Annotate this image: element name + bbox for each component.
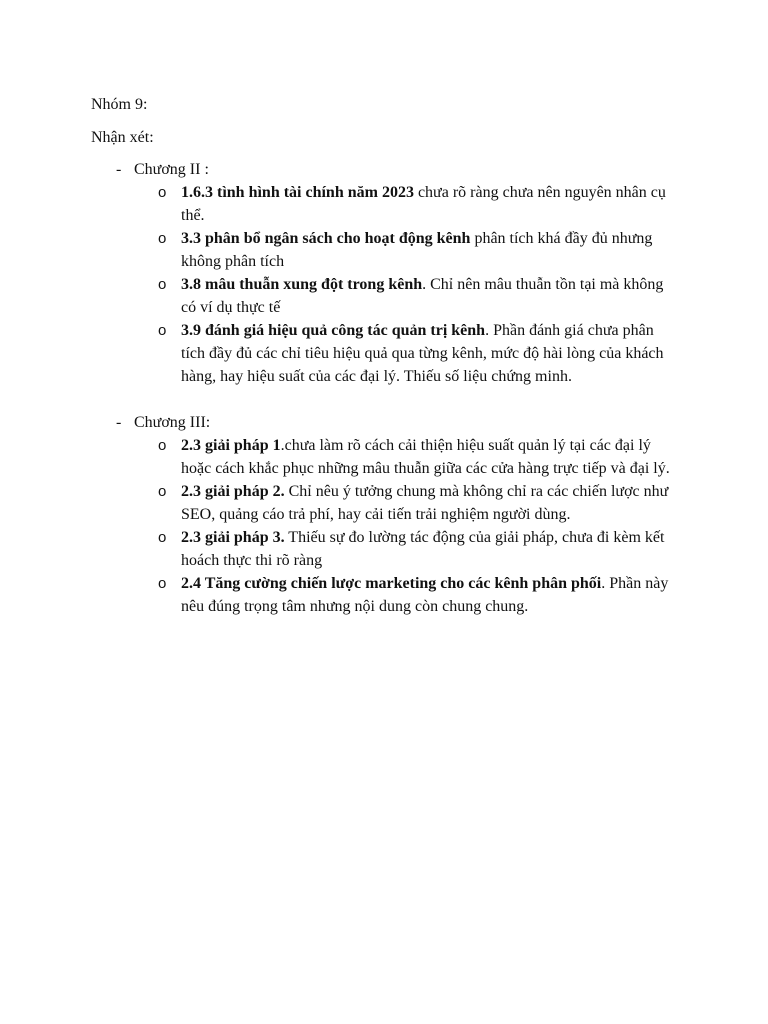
item-title: 3.8 mâu thuẫn xung đột trong kênh [181, 276, 423, 293]
item-title: 2.3 giải pháp 3. [181, 529, 285, 546]
chapter-2-items [0, 181, 768, 388]
item-title: 3.9 đánh giá hiệu quả công tác quản trị kênh [181, 322, 486, 339]
chapter-3-items [0, 434, 768, 618]
item-title: 1.6.3 tình hình tài chính năm 2023 [181, 184, 414, 201]
list-item [0, 434, 681, 480]
circle-bullet: o [158, 276, 167, 293]
item-title: 2.3 giải pháp 2. [181, 483, 285, 500]
remarks-label: Nhận xét: [91, 129, 154, 146]
item-title: 2.3 giải pháp 1 [181, 437, 281, 454]
list-item [0, 526, 681, 572]
list-item [0, 480, 681, 526]
list-item [0, 319, 681, 388]
item-text: . Phần này nêu đúng trọng tâm nhưng nội dung còn chung chung. [181, 575, 669, 615]
group-title: Nhóm 9: [91, 96, 148, 113]
circle-bullet: o [158, 575, 167, 592]
item-title: 2.4 Tăng cường chiến lược marketing cho các kênh phân phối [181, 575, 602, 592]
circle-bullet: o [158, 184, 167, 201]
list-item [0, 181, 681, 227]
item-text: Chỉ nêu ý tưởng chung mà không chỉ ra các chiến lược như SEO, quảng cáo trả phí, hay cải tiến trải nghiệm người dùng. [181, 483, 669, 523]
chapter-2-title: Chương II : [134, 161, 209, 178]
circle-bullet: o [158, 529, 167, 546]
list-item [0, 572, 681, 618]
item-text: . Phần đánh giá chưa phân tích đầy đủ các chỉ tiêu hiệu quả qua từng kênh, mức độ hài lòng của khách hàng, hay hiệu suất của các đại lý. Thiếu số liệu chứng minh. [181, 322, 664, 385]
item-text: . Chỉ nên mâu thuẫn tồn tại mà không có ví dụ thực tế [181, 276, 664, 316]
list-item [0, 227, 681, 273]
chapter-3-heading [116, 411, 210, 434]
circle-bullet: o [158, 483, 167, 500]
dash-bullet: - [116, 161, 122, 178]
chapter-2-heading [116, 158, 209, 181]
list-item [0, 273, 681, 319]
circle-bullet: o [158, 437, 167, 454]
item-text: phân tích khá đầy đủ nhưng không phân tích [181, 230, 653, 270]
circle-bullet: o [158, 230, 167, 247]
item-text: Thiếu sự đo lường tác động của giải pháp, chưa đi kèm kết hoách thực thi rõ ràng [181, 529, 665, 569]
item-title: 3.3 phân bổ ngân sách cho hoạt động kênh [181, 230, 471, 247]
dash-bullet: - [116, 414, 122, 431]
chapter-3-title: Chương III: [134, 414, 211, 431]
circle-bullet: o [158, 322, 167, 339]
item-text: chưa rõ ràng chưa nên nguyên nhân cụ thể. [181, 184, 666, 224]
item-text: .chưa làm rõ cách cải thiện hiệu suất quản lý tại các đại lý hoặc cách khắc phục những mâu thuẫn giữa các cửa hàng trực tiếp và đại lý. [181, 437, 670, 477]
